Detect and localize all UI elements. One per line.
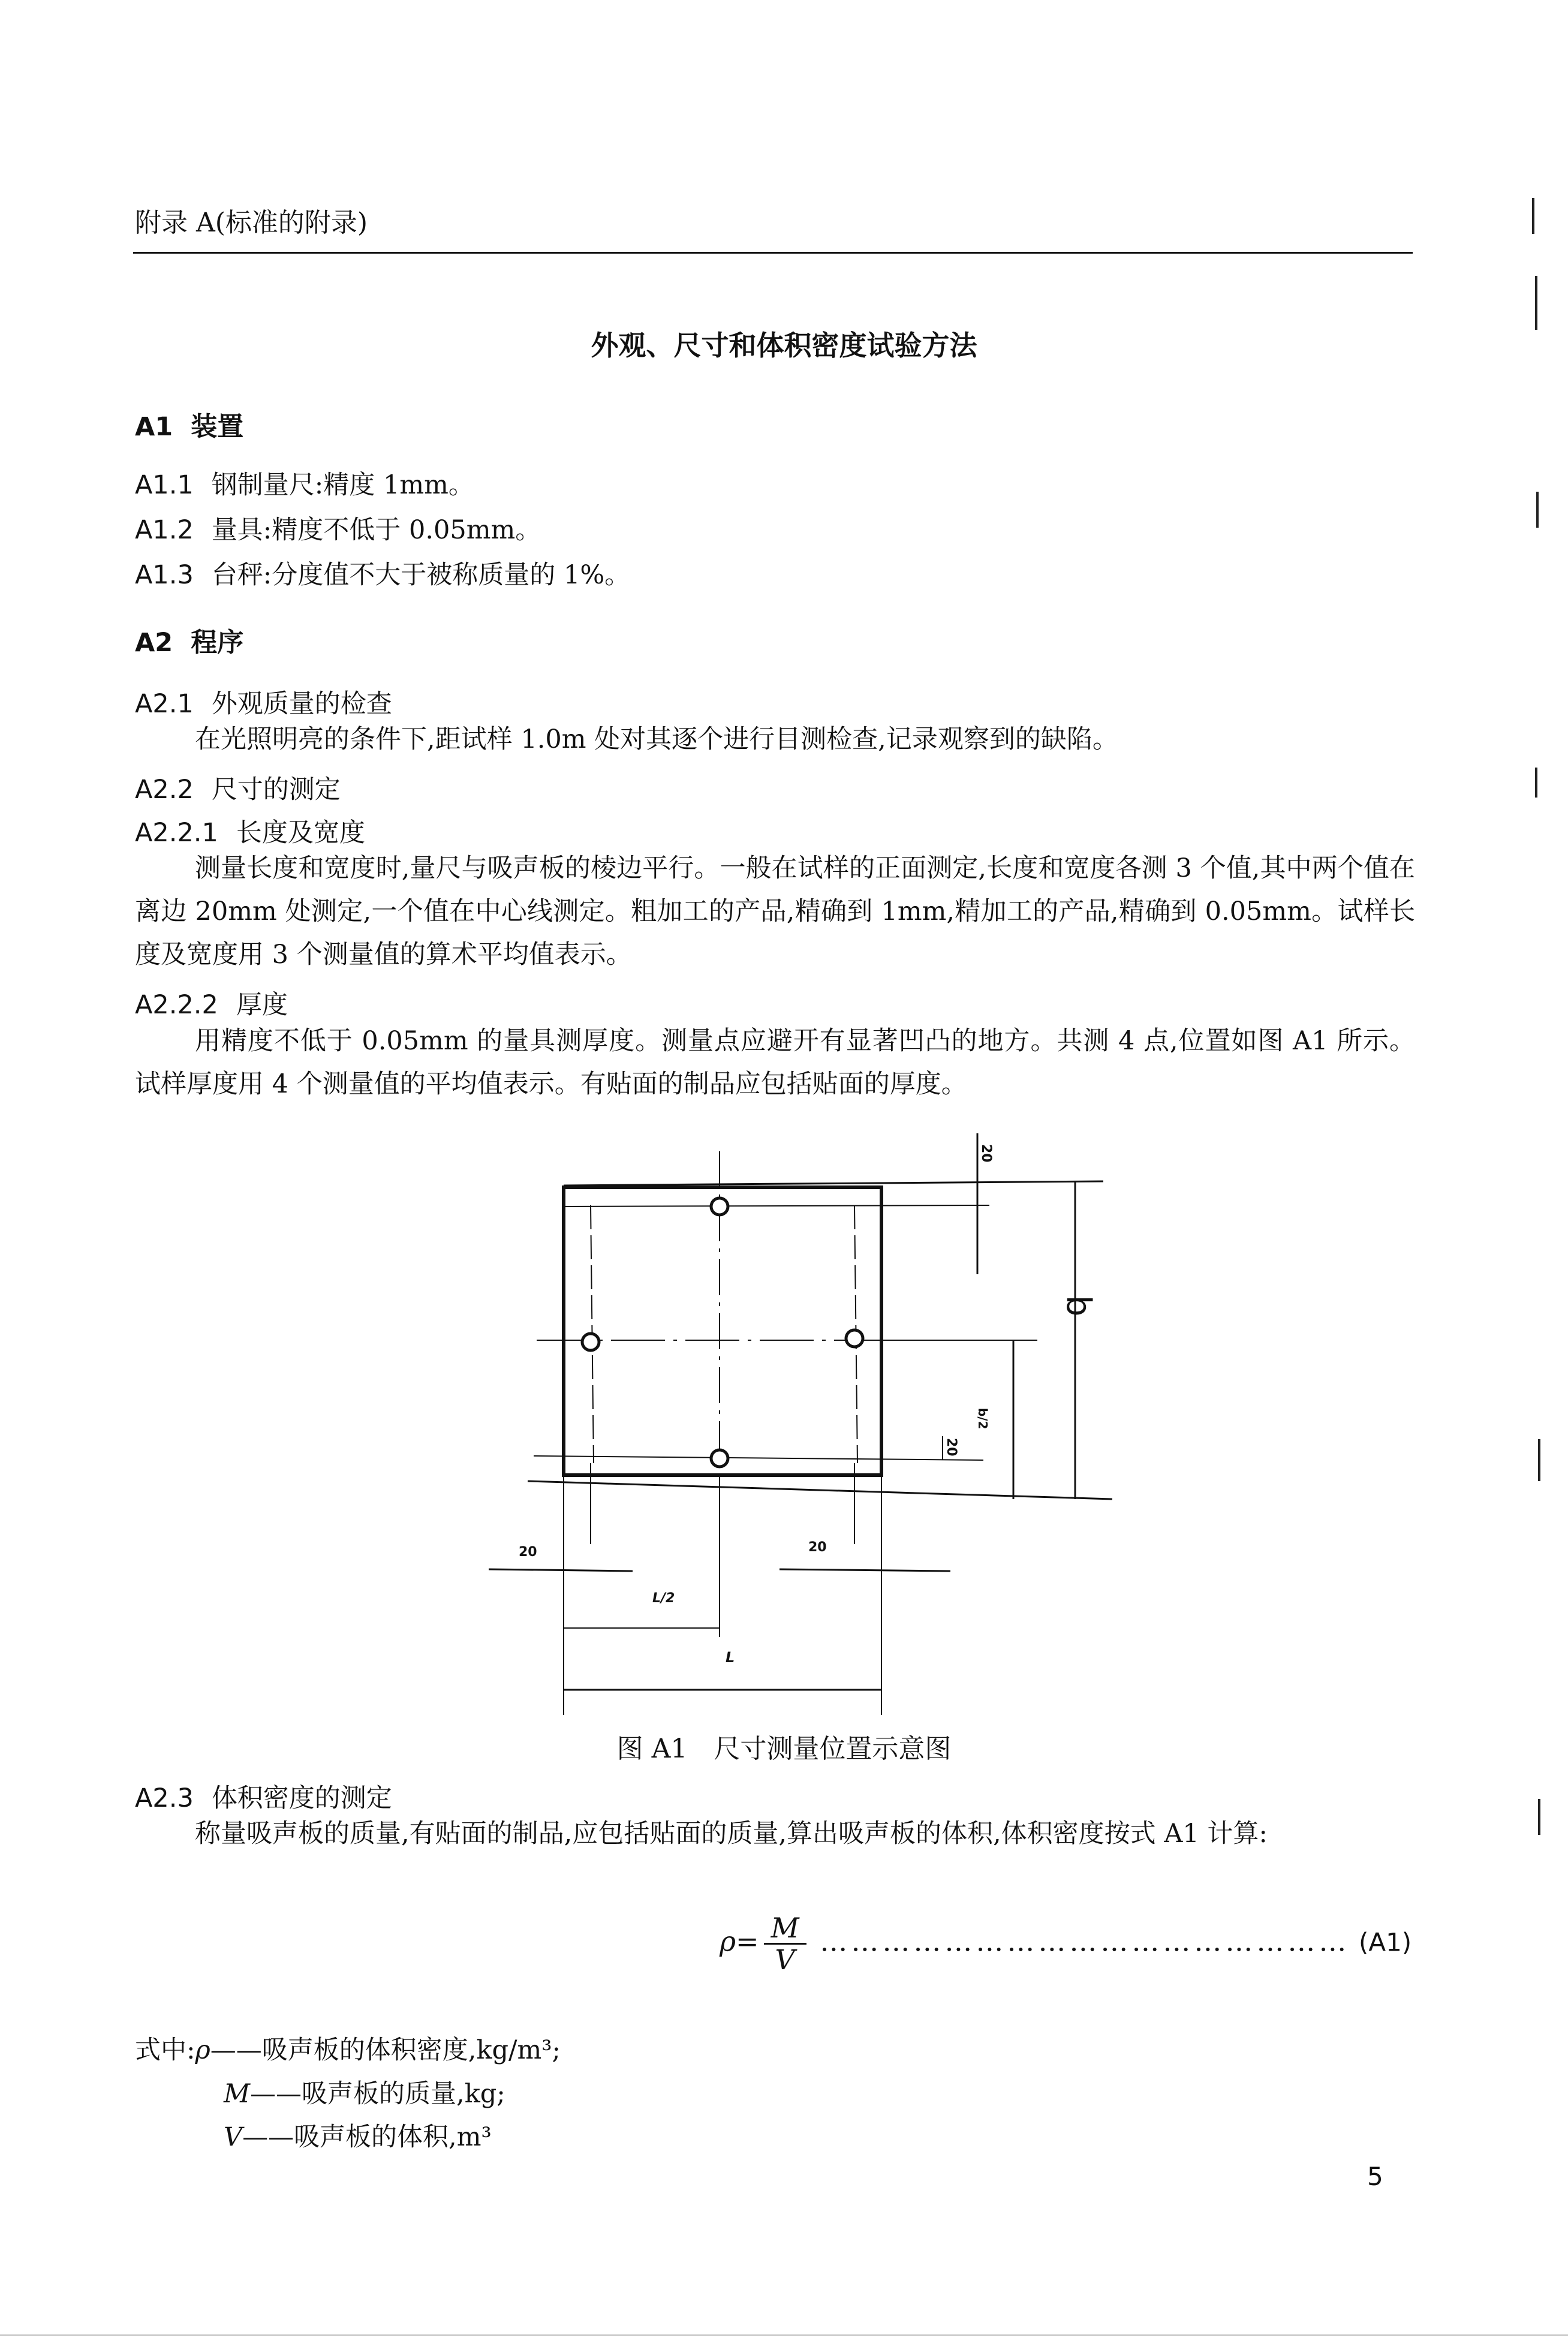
item-number: A2.1 <box>135 689 194 719</box>
label-b: b <box>1059 1295 1098 1317</box>
item-number: A2.2 <box>135 775 194 805</box>
scan-edge-mark <box>1538 1799 1540 1835</box>
appendix-header: 附录 A(标准的附录) <box>135 207 368 238</box>
item-number: A2.2.1 <box>135 818 218 848</box>
paragraph-a2-1: 在光照明亮的条件下,距试样 1.0m 处对其逐个进行目测检查,记录观察到的缺陷。 <box>195 724 1118 754</box>
item-a2-2 <box>135 769 341 806</box>
formula-a1 <box>720 1913 1411 1975</box>
where-intro: 式中: <box>135 2035 195 2065</box>
scan-edge-mark <box>1538 1439 1540 1481</box>
formula-lhs: ρ= <box>720 1925 759 1958</box>
measure-point-bottom <box>711 1450 728 1467</box>
where-row-3 <box>224 2117 492 2153</box>
label-top-20: 20 <box>979 1144 994 1163</box>
item-a2-2-2 <box>135 985 288 1021</box>
label-left-20: 20 <box>519 1545 537 1560</box>
formula-leader-dots: …………………………………………… <box>820 1925 1350 1958</box>
where-description: ——吸声板的质量,kg; <box>250 2079 505 2109</box>
item-a1-1 <box>135 465 474 501</box>
item-heading: 体积密度的测定 <box>211 1783 392 1813</box>
scan-edge-mark <box>1535 276 1537 330</box>
label-b-half: b/2 <box>976 1408 990 1430</box>
item-number: A2.3 <box>135 1783 194 1813</box>
where-description: ——吸声板的体积,m³ <box>242 2122 492 2152</box>
where-row-2 <box>224 2074 505 2110</box>
item-a1-2 <box>135 510 541 546</box>
label-l: L <box>726 1649 735 1666</box>
item-a2-2-1 <box>135 813 365 849</box>
scan-edge-mark <box>1536 492 1539 528</box>
label-l-half: L/2 <box>652 1591 675 1606</box>
formula-numerator: M <box>764 1913 806 1945</box>
paragraph-a2-2-2: 用精度不低于 0.05mm 的量具测厚度。测量点应避开有显著凹凸的地方。共测 4 点,位置如图 A1 所示。试样厚度用 4 个测量值的平均值表示。有贴面的制品应包括贴面的厚度。 <box>135 1026 1415 1099</box>
where-symbol: V <box>224 2122 243 2152</box>
section-number: A2 <box>135 628 173 658</box>
measure-point-top <box>711 1198 728 1215</box>
item-heading: 外观质量的检查 <box>211 689 392 719</box>
figure-a1-diagram <box>474 1115 1133 1721</box>
bottom-20-extension-line <box>534 1456 983 1460</box>
formula-denominator: V <box>775 1943 795 1976</box>
top-extension-line <box>564 1181 1103 1185</box>
item-number: A1.2 <box>135 515 194 545</box>
item-a2-3 <box>135 1778 392 1815</box>
label-right-20: 20 <box>944 1438 959 1457</box>
measure-point-left <box>582 1334 599 1350</box>
where-symbol: ρ <box>195 2035 210 2065</box>
where-symbol: M <box>224 2079 251 2109</box>
left-20-dimension-line <box>489 1569 633 1571</box>
page-title: 外观、尺寸和体积密度试验方法 <box>591 329 977 362</box>
item-a1-3 <box>135 555 630 591</box>
paragraph-a2-2-1: 测量长度和宽度时,量尺与吸声板的棱边平行。一般在试样的正面测定,长度和宽度各测 3 个值,其中两个值在离边 20mm 处测定,一个值在中心线测定。粗加工的产品,精确到 1mm,精加工的产品,精确到 0.05mm。试样长度及宽度用 3 个测量值的算术平均值表示。 <box>135 853 1415 970</box>
paragraph-a2-3: 称量吸声板的质量,有贴面的制品,应包括贴面的质量,算出吸声板的体积,体积密度按式 A1 计算: <box>195 1819 1268 1849</box>
item-heading: 尺寸的测定 <box>211 775 341 805</box>
section-heading: 程序 <box>191 627 244 658</box>
item-text: 钢制量尺:精度 1mm。 <box>211 470 474 500</box>
item-heading: 长度及宽度 <box>236 818 365 848</box>
scan-edge-mark <box>1532 198 1534 234</box>
header-rule <box>133 252 1413 254</box>
item-number: A1.3 <box>135 560 194 590</box>
where-row-1 <box>135 2030 561 2066</box>
measure-point-right <box>846 1330 863 1347</box>
board-outline <box>564 1187 881 1475</box>
section-heading: 装置 <box>191 411 244 442</box>
item-text: 台秤:分度值不大于被称质量的 1%。 <box>211 560 631 590</box>
where-description: ——吸声板的体积密度,kg/m³; <box>210 2035 561 2065</box>
item-text: 量具:精度不低于 0.05mm。 <box>211 515 541 545</box>
section-a2 <box>135 621 243 659</box>
section-a1 <box>135 405 243 443</box>
formula-tag: (A1) <box>1358 1927 1412 1957</box>
formula-fraction <box>764 1913 806 1975</box>
item-a2-1 <box>135 684 392 720</box>
scan-edge-mark <box>1535 768 1537 798</box>
top-20-extension-line <box>564 1205 989 1206</box>
item-heading: 厚度 <box>236 990 288 1020</box>
page-number: 5 <box>1367 2162 1383 2191</box>
item-number: A1.1 <box>135 470 194 500</box>
bottom-extension-line <box>528 1481 1112 1499</box>
label-mid-20: 20 <box>808 1540 827 1555</box>
scan-bottom-edge <box>0 2334 1568 2336</box>
right-20-dimension-line <box>780 1569 950 1571</box>
item-number: A2.2.2 <box>135 990 218 1020</box>
figure-caption: 图 A1 尺寸测量位置示意图 <box>616 1734 952 1764</box>
section-number: A1 <box>135 412 173 442</box>
